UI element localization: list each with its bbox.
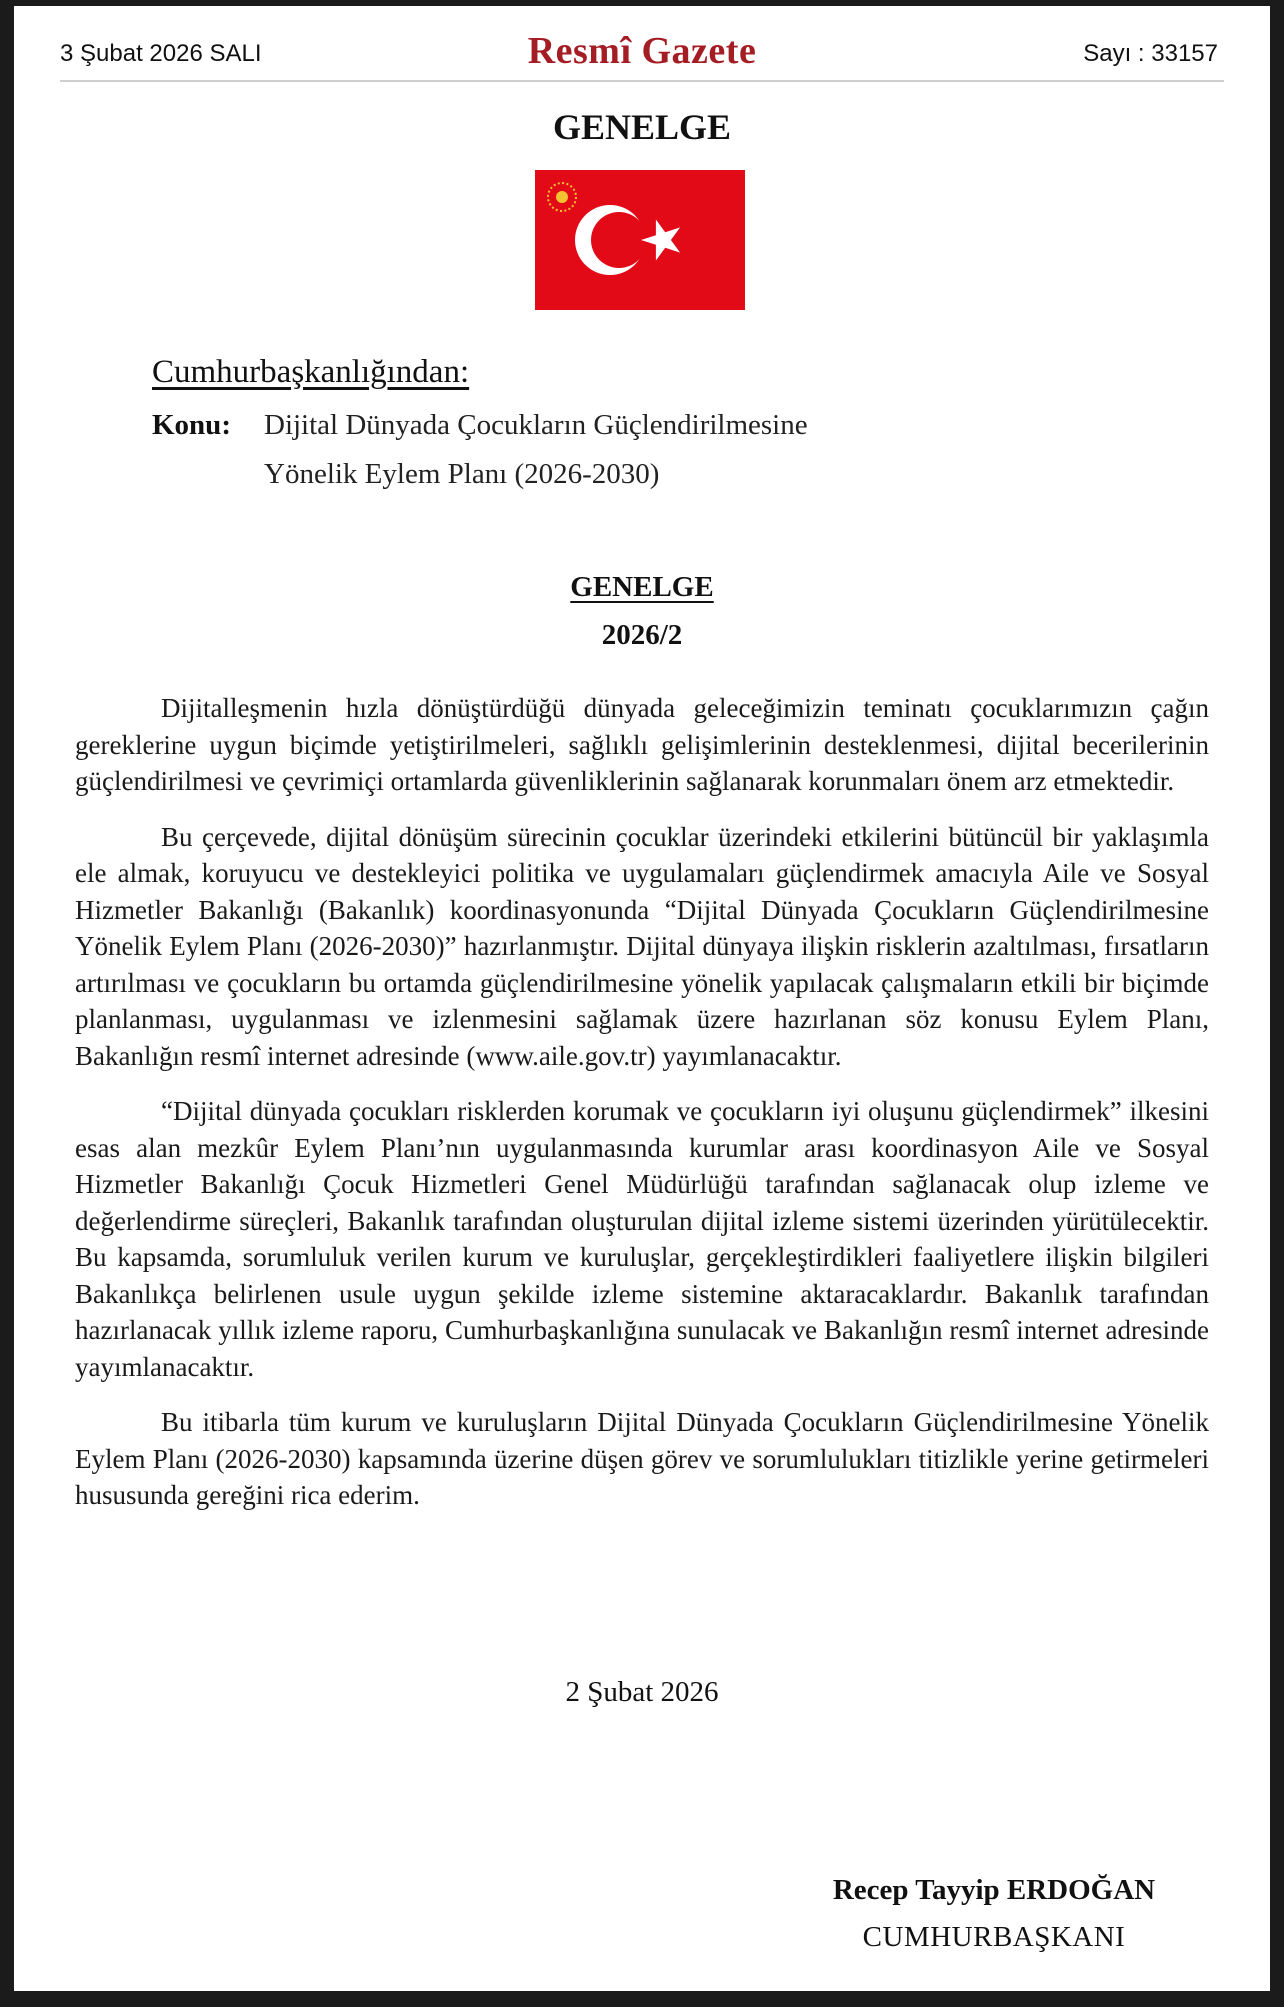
signatory-title: CUMHURBAŞKANI [862, 1921, 1126, 1953]
paragraph: Dijitalleşmenin hızla dönüştürdüğü dünyada geleceğimizin teminatı çocuklarımızın çağın gereklerine uygun biçimde yetiştirilmeleri, sağlıklı gelişimlerinin desteklenmesi, dijital becerilerinin güçlendirilmesi ve çevrimiçi ortamlarda güvenliklerinin sağlanarak korunmaları önem arz etmektedir. [75, 693, 1209, 796]
paragraph: “Dijital dünyada çocukları risklerden korumak ve çocukların iyi oluşunu güçlendirmek” ilkesini esas alan mezkûr Eylem Planı’nın uygulanmasında kurumlar arası koordinasyon Aile ve Sosyal Hizmetler Bakanlığı Çocuk Hizmetleri Genel Müdürlüğü tarafından sağlanacak olup izleme ve değerlendirme süreçleri, Bakanlık tarafından oluşturulan dijital izleme sistemi üzerinden yürütülecektir. Bu kapsamda, sorumluluk verilen kurum ve kuruluşlar, gerçekleştirdikleri faaliyetlere ilişkin bilgileri Bakanlıkça belirlenen usule uygun şekilde izleme sistemine aktaracaklardır. Bakanlık tarafından hazırlanacak yıllık izleme raporu, Cumhurbaşkanlığına sunulacak ve Bakanlığın resmî internet adresinde yayımlanacaktır. [75, 1096, 1209, 1382]
issue-number: Sayı : 33157 [1083, 40, 1218, 67]
signatory-name: Recep Tayyip ERDOĞAN [832, 1874, 1156, 1906]
gazette-title: Resmî Gazete [527, 30, 757, 72]
circular-number: 2026/2 [601, 619, 683, 651]
paragraph: Bu itibarla tüm kurum ve kuruluşların Dijital Dünyada Çocukların Güçlendirilmesine Yönelik Eylem Planı (2026-2030) kapsamında üzerine düşen görev ve sorumlulukları titizlikle yerine getirmeleri hususunda gereğini rica ederim. [75, 1407, 1209, 1510]
subject-text-line2: Yönelik Eylem Planı (2026-2030) [264, 458, 660, 490]
signing-date: 2 Şubat 2026 [565, 1676, 719, 1708]
turkish-flag-icon [535, 170, 745, 310]
masthead [60, 24, 1224, 82]
subject-text-line1: Dijital Dünyada Çocukların Güçlendirilmesine [264, 409, 808, 441]
gazette-page [14, 6, 1270, 1991]
section-heading: GENELGE [552, 107, 732, 147]
circular-title: GENELGE [570, 571, 714, 603]
sender: Cumhurbaşkanlığından: [152, 354, 470, 390]
paragraph: Bu çerçevede, dijital dönüşüm sürecinin çocuklar üzerindeki etkilerini bütüncül bir yaklaşımla ele almak, koruyucu ve destekleyici politika ve uygulamaları güçlendirmek amacıyla Aile ve Sosyal Hizmetler Bakanlığı (Bakanlık) koordinasyonunda “Dijital Dünyada Çocukların Güçlendirilmesine Yönelik Eylem Planı (2026-2030)” hazırlanmıştır. Dijital dünyaya ilişkin risklerin azaltılması, fırsatların artırılması ve çocukların bu ortamda güçlendirilmesine yönelik yapılacak çalışmaların etkili bir biçimde planlanması, uygulanması ve izlenmesini sağlamak üzere hazırlanan söz konusu Eylem Planı, Bakanlığın resmî internet adresinde (www.aile.gov.tr) yayımlanacaktır. [75, 821, 1209, 1071]
issue-date: 3 Şubat 2026 SALI [60, 40, 262, 67]
subject-label: Konu: [152, 409, 231, 441]
circular-body [75, 690, 1209, 1533]
